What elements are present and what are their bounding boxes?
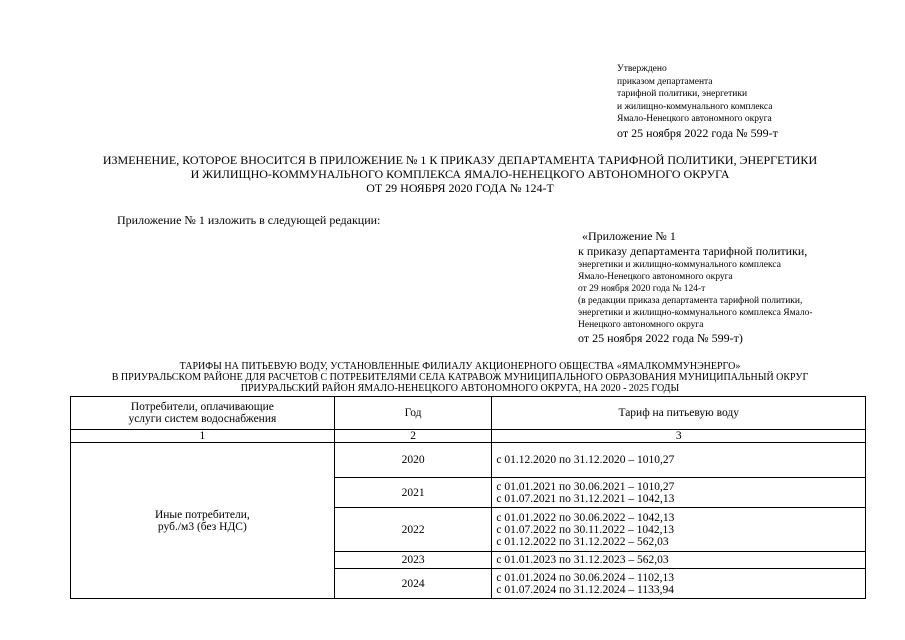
table-header-row — [71, 397, 866, 430]
appendix-line: от 25 ноября 2022 года № 599-т) — [578, 331, 743, 345]
tariff-line: с 01.12.2020 по 31.12.2020 – 1010,27 — [496, 454, 675, 466]
tariff-line: с 01.07.2022 по 30.11.2022 – 1042,13 — [496, 523, 675, 536]
tariff-cell — [492, 478, 866, 508]
appendix-line: энергетики и жилищно-коммунального комплекса — [578, 260, 781, 270]
approval-line: тарифной политики, энергетики — [617, 89, 748, 99]
tariff-line: с 01.01.2024 по 30.06.2024 – 1102,13 — [496, 571, 675, 584]
column-number: 3 — [492, 430, 866, 443]
appendix-header — [578, 229, 813, 346]
tariff-line: с 01.01.2023 по 31.12.2023 – 562,03 — [496, 554, 669, 566]
header-consumers: Потребители, оплачивающие услуги систем водоснабжения — [71, 397, 335, 430]
appendix-line: энергетики и жилищно-коммунального комплекса Ямало- — [578, 308, 813, 318]
tariff-cell — [492, 443, 866, 478]
appendix-line: «Приложение № 1 — [582, 229, 676, 243]
consumer-category: Иные потребители, руб./м3 (без НДС) — [71, 443, 335, 599]
title-line: И ЖИЛИЩНО-КОММУНАЛЬНОГО КОМПЛЕКСА ЯМАЛО-НЕНЕЦКОГО АВТОНОМНОГО ОКРУГА — [190, 167, 730, 181]
tariff-line: с 01.12.2022 по 31.12.2022 – 562,03 — [496, 535, 669, 548]
table-row — [71, 443, 866, 478]
column-number: 1 — [71, 430, 335, 443]
appendix-line: от 29 ноября 2020 года № 124-т — [578, 284, 706, 294]
approval-stamp — [617, 63, 778, 141]
year-cell: 2024 — [334, 569, 492, 599]
appendix-line: Ямало-Ненецкого автономного округа — [578, 272, 733, 282]
intro-text: Приложение № 1 изложить в следующей редакции: — [117, 213, 381, 227]
appendix-line: Ненецкого автономного округа — [578, 320, 704, 330]
column-number: 2 — [334, 430, 492, 443]
year-cell: 2022 — [334, 508, 492, 552]
tariff-line: с 01.07.2021 по 31.12.2021 – 1042,13 — [496, 492, 675, 505]
approval-line: приказом департамента — [617, 76, 713, 87]
title-line: ОТ 29 НОЯБРЯ 2020 ГОДА № 124-Т — [366, 181, 554, 195]
tariff-cell — [492, 552, 866, 569]
approval-line: Ямало-Ненецкого автономного округа — [617, 114, 772, 124]
appendix-line: (в редакции приказа департамента тарифной политики, — [578, 296, 803, 306]
table-title — [60, 361, 860, 394]
year-cell: 2021 — [334, 478, 492, 508]
column-number-row — [71, 430, 866, 443]
approval-date: от 25 ноября 2022 года № 599-т — [617, 125, 778, 140]
header-year: Год — [334, 397, 492, 430]
tariff-cell — [492, 508, 866, 552]
approval-line: Утверждено — [617, 64, 667, 74]
header-tariff: Тариф на питьевую воду — [492, 397, 866, 430]
approval-line: и жилищно-коммунального комплекса — [617, 101, 773, 112]
tariff-cell — [492, 569, 866, 599]
tariff-line: с 01.01.2021 по 30.06.2021 – 1010,27 — [496, 480, 675, 493]
table-title-line: ТАРИФЫ НА ПИТЬЕВУЮ ВОДУ, УСТАНОВЛЕННЫЕ ФИЛИАЛУ АКЦИОНЕРНОГО ОБЩЕСТВА «ЯМАЛКОММУНЭНЕРГО» — [179, 361, 741, 372]
year-cell: 2023 — [334, 552, 492, 569]
year-cell: 2020 — [334, 443, 492, 478]
table-title-line: В ПРИУРАЛЬСКОМ РАЙОНЕ ДЛЯ РАСЧЕТОВ С ПОТРЕБИТЕЛЯМИ СЕЛА КАТРАВОЖ МУНИЦИПАЛЬНОГО ОБРАЗОВАНИЯ МУНИЦИПАЛЬНЫЙ ОКРУГ — [111, 372, 809, 383]
table-title-line: ПРИУРАЛЬСКИЙ РАЙОН ЯМАЛО-НЕНЕЦКОГО АВТОНОМНОГО ОКРУГА, НА 2020 - 2025 ГОДЫ — [240, 383, 680, 394]
document-title — [60, 153, 860, 195]
appendix-line: к приказу департамента тарифной политики, — [578, 244, 808, 258]
tariff-table — [70, 396, 866, 599]
tariff-line: с 01.01.2022 по 30.06.2022 – 1042,13 — [496, 511, 675, 524]
title-line: ИЗМЕНЕНИЕ, КОТОРОЕ ВНОСИТСЯ В ПРИЛОЖЕНИЕ № 1 К ПРИКАЗУ ДЕПАРТАМЕНТА ТАРИФНОЙ ПОЛИТИКИ, ЭНЕРГЕТИКИ — [102, 153, 818, 167]
tariff-line: с 01.07.2024 по 31.12.2024 – 1133,94 — [496, 583, 675, 596]
